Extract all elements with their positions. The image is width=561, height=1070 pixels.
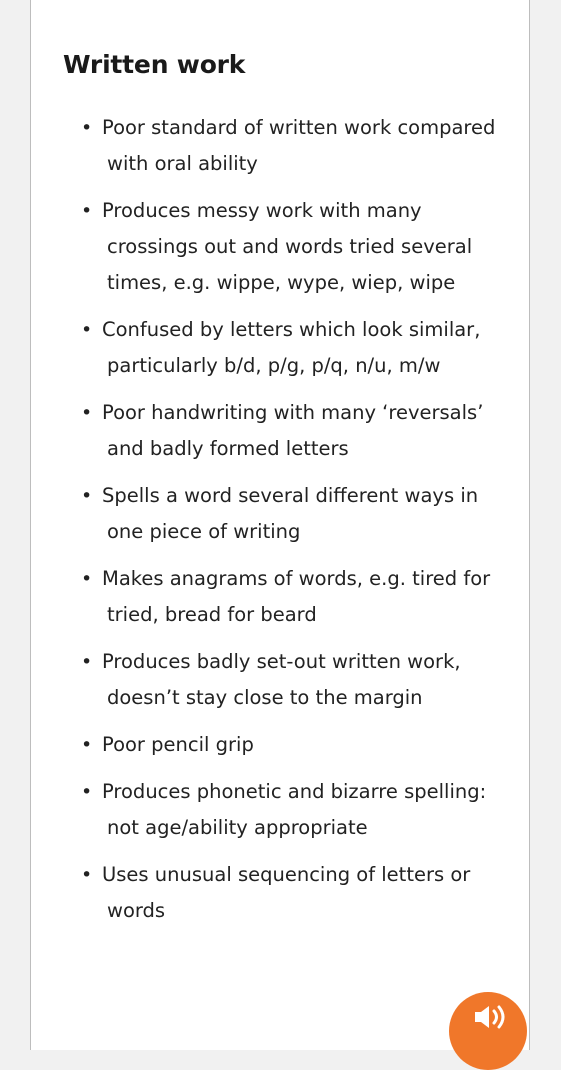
list-item — [31, 110, 531, 182]
list-item — [31, 727, 531, 763]
list-item-text: Poor pencil grip — [102, 733, 254, 756]
bullet-list — [31, 110, 531, 940]
list-item-text: Confused by letters which look similar, particularly b/d, p/g, p/q, n/u, m/w — [102, 318, 481, 377]
list-item — [31, 395, 531, 467]
list-item — [31, 857, 531, 929]
bullet-dot: • — [81, 734, 93, 756]
speaker-icon — [469, 1002, 509, 1032]
list-item — [31, 774, 531, 846]
bullet-dot: • — [81, 402, 93, 424]
audio-play-button[interactable] — [449, 992, 527, 1070]
bullet-dot: • — [81, 200, 93, 222]
list-item-text: Poor standard of written work compared with oral ability — [102, 116, 496, 175]
list-item — [31, 193, 531, 301]
bullet-dot: • — [81, 864, 93, 886]
list-item-text: Produces phonetic and bizarre spelling: not age/ability appropriate — [102, 780, 487, 839]
list-item-text: Produces messy work with many crossings out and words tried several times, e.g. wippe, wype, wiep, wipe — [102, 199, 473, 294]
list-item-text: Produces badly set-out written work, doesn’t stay close to the margin — [102, 650, 461, 709]
list-item-text: Makes anagrams of words, e.g. tired for tried, bread for beard — [102, 567, 491, 626]
content-card — [30, 0, 530, 1050]
list-item-text: Spells a word several different ways in one piece of writing — [102, 484, 479, 543]
bullet-dot: • — [81, 319, 93, 341]
list-item — [31, 478, 531, 550]
bullet-dot: • — [81, 485, 93, 507]
list-item-text: Poor handwriting with many ‘reversals’ and badly formed letters — [102, 401, 484, 460]
section-title: Written work — [63, 50, 246, 79]
bullet-dot: • — [81, 781, 93, 803]
bullet-dot: • — [81, 568, 93, 590]
bullet-dot: • — [81, 651, 93, 673]
list-item — [31, 644, 531, 716]
bullet-dot: • — [81, 117, 93, 139]
list-item-text: Uses unusual sequencing of letters or words — [102, 863, 471, 922]
list-item — [31, 561, 531, 633]
list-item — [31, 312, 531, 384]
